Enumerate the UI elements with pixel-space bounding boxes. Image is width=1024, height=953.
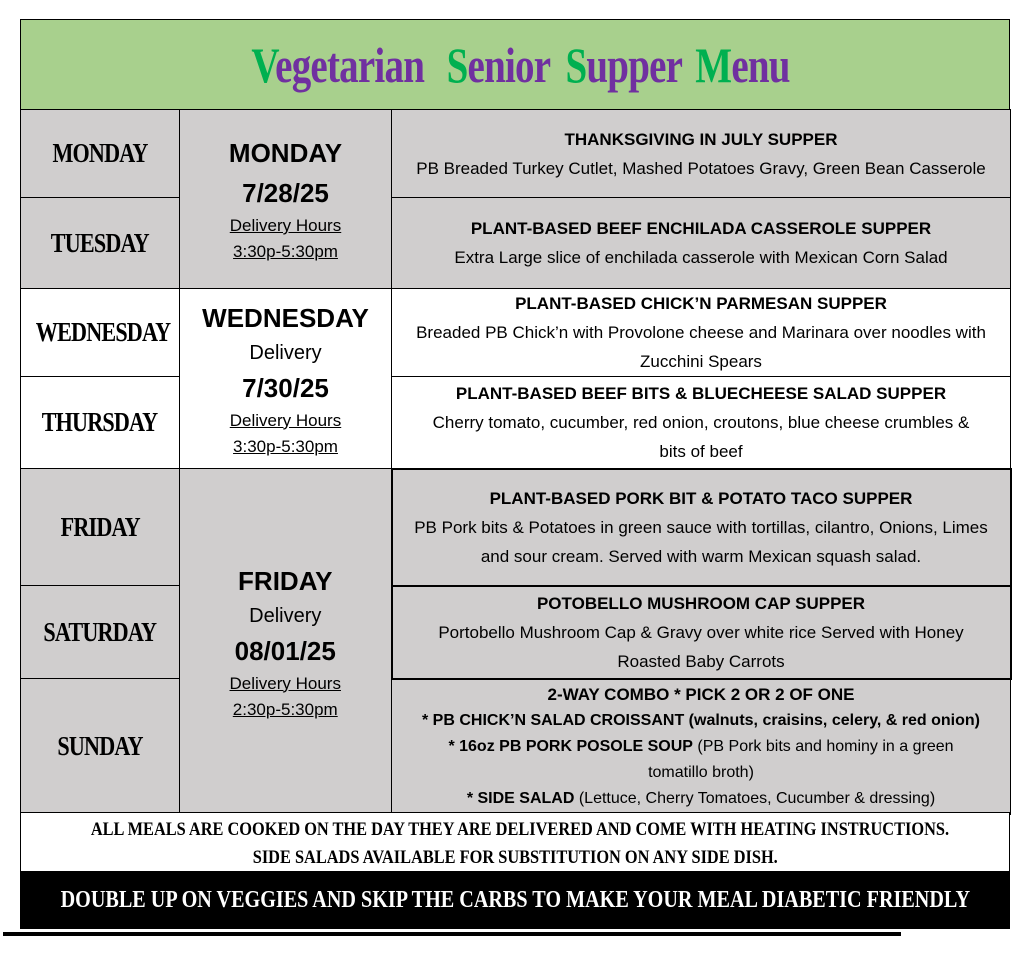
title-word-1: Vegetarian	[251, 36, 425, 93]
delivery-2-hours: 3:30p-5:30pm	[233, 436, 338, 456]
menu-table	[20, 109, 1012, 815]
bottom-rule	[3, 932, 901, 936]
day-thursday: THURSDAY	[21, 377, 180, 469]
delivery-2-date: 7/30/25	[242, 372, 329, 403]
meal-thursday-desc: Cherry tomato, cucumber, red onion, croutons, blue cheese crumbles & bits of beef	[432, 412, 970, 461]
notes-section	[20, 812, 1010, 872]
day-sunday: SUNDAY	[21, 679, 180, 815]
footer-banner	[20, 871, 1010, 929]
meal-tuesday	[392, 198, 1011, 289]
meal-monday-title: THANKSGIVING IN JULY SUPPER	[564, 129, 838, 149]
day-tuesday: TUESDAY	[21, 198, 180, 289]
meal-monday	[392, 110, 1011, 198]
delivery-block-3	[180, 469, 392, 815]
delivery-1-day: MONDAY	[228, 138, 343, 168]
delivery-2-day: WEDNESDAY	[202, 302, 369, 333]
delivery-block-2	[180, 289, 392, 469]
meal-wednesday-desc: Breaded PB Chick’n with Provolone cheese and Marinara over noodles with Zucchini Spears	[416, 323, 986, 371]
meal-friday-title: PLANT-BASED PORK BIT & POTATO TACO SUPPER	[489, 488, 913, 508]
meal-friday	[392, 469, 1011, 586]
day-friday: FRIDAY	[21, 469, 180, 586]
delivery-1-hours: 3:30p-5:30pm	[233, 242, 338, 261]
meal-thursday-title: PLANT-BASED BEEF BITS & BLUECHEESE SALAD SUPPER	[455, 383, 947, 403]
meal-wednesday-title: PLANT-BASED CHICK’N PARMESAN SUPPER	[515, 294, 887, 313]
note-line-2: SIDE SALADS AVAILABLE FOR SUBSTITUTION ON ANY SIDE DISH.	[252, 847, 778, 868]
title-word-3: Supper	[565, 36, 682, 93]
title-word-2: Senior	[446, 36, 551, 93]
meal-saturday-desc: Portobello Mushroom Cap & Gravy over white rice Served with Honey Roasted Baby Carrots	[438, 622, 964, 671]
day-monday: MONDAY	[21, 110, 180, 198]
delivery-3-sub: Delivery	[249, 604, 322, 627]
meal-tuesday-title: PLANT-BASED BEEF ENCHILADA CASSEROLE SUPPER	[470, 219, 932, 238]
note-line-1: ALL MEALS ARE COOKED ON THE DAY THEY ARE DELIVERED AND COME WITH HEATING INSTRUCTIONS.	[90, 819, 950, 840]
meal-sunday-option-2: * 16oz PB PORK POSOLE SOUP (PB Pork bits and hominy in a green tomatillo broth)	[448, 737, 954, 781]
title-word-4: Menu	[695, 36, 790, 93]
meal-saturday	[392, 586, 1011, 679]
delivery-3-hours: 2:30p-5:30pm	[232, 699, 338, 719]
meal-wednesday	[392, 289, 1011, 377]
delivery-1-date: 7/28/25	[242, 178, 329, 208]
meal-sunday-option-1: * PB CHICK’N SALAD CROISSANT (walnuts, craisins, celery, & red onion)	[421, 711, 980, 729]
meal-sunday	[392, 679, 1011, 815]
delivery-3-date: 08/01/25	[234, 635, 336, 666]
delivery-2-sub: Delivery	[249, 341, 322, 364]
delivery-block-1	[180, 110, 392, 289]
meal-sunday-option-3: * SIDE SALAD (Lettuce, Cherry Tomatoes, Cucumber & dressing)	[466, 789, 936, 807]
delivery-3-day: FRIDAY	[238, 565, 333, 596]
meal-saturday-title: POTOBELLO MUSHROOM CAP SUPPER	[536, 593, 866, 613]
meal-monday-desc: PB Breaded Turkey Cutlet, Mashed Potatoes Gravy, Green Bean Casserole	[416, 158, 986, 178]
meal-friday-desc: PB Pork bits & Potatoes in green sauce with tortillas, cilantro, Onions, Limes and sour cream. Served with warm Mexican squash salad.	[414, 517, 988, 566]
day-wednesday: WEDNESDAY	[21, 289, 180, 377]
footer-text: DOUBLE UP ON VEGGIES AND SKIP THE CARBS TO MAKE YOUR MEAL DIABETIC FRIENDLY	[60, 886, 970, 913]
meal-thursday	[392, 377, 1011, 469]
meal-tuesday-desc: Extra Large slice of enchilada casserole with Mexican Corn Salad	[454, 248, 948, 267]
meal-sunday-title: 2-WAY COMBO * PICK 2 OR 2 OF ONE	[547, 684, 855, 704]
delivery-1-hours-label: Delivery Hours	[229, 216, 342, 235]
delivery-2-hours-label: Delivery Hours	[229, 410, 342, 430]
day-saturday: SATURDAY	[21, 586, 180, 679]
page-title	[20, 19, 1010, 110]
delivery-3-hours-label: Delivery Hours	[229, 673, 341, 693]
